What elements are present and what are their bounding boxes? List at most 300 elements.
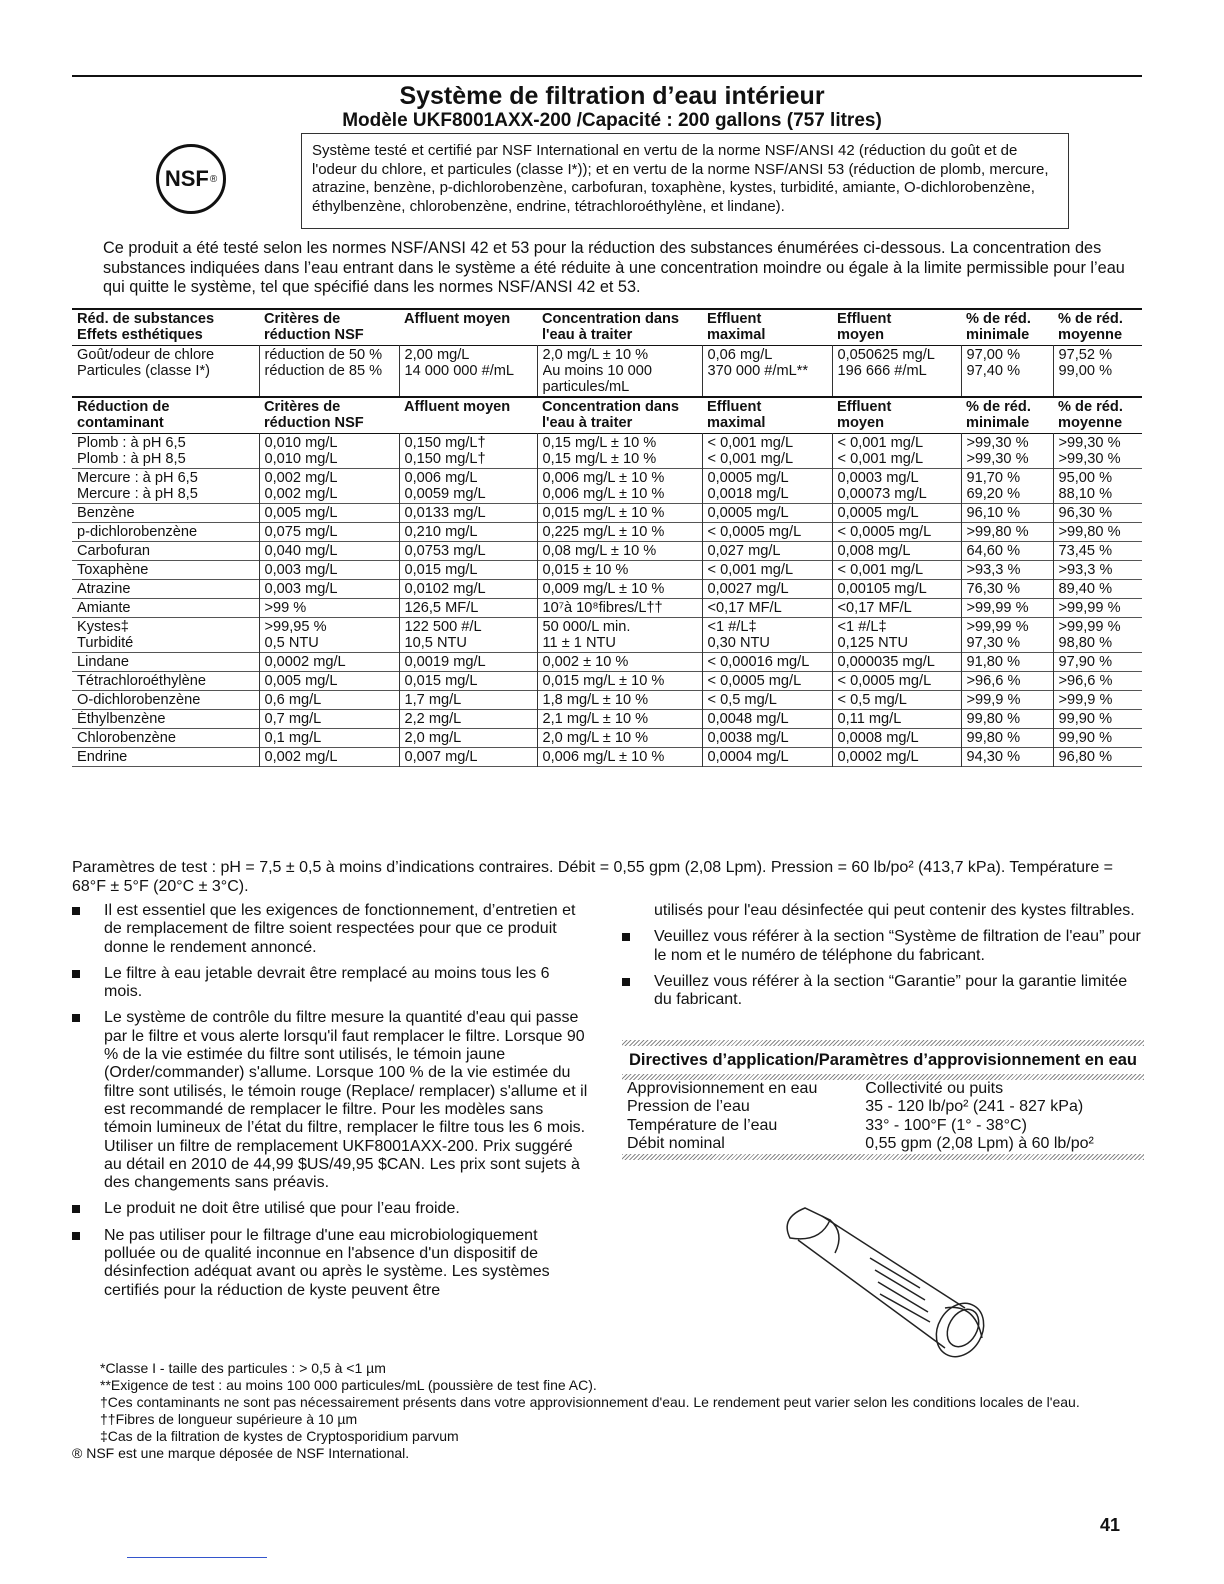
table-cell	[832, 599, 961, 618]
table-cell	[961, 710, 1053, 729]
column-header	[399, 397, 537, 434]
table-cell	[961, 653, 1053, 672]
table-cell	[537, 542, 702, 561]
cell-line: 0,0038 mg/L	[707, 730, 789, 746]
table-cell	[72, 599, 259, 618]
table-cell	[961, 618, 1053, 653]
cell-line: >96,6 %	[1058, 673, 1113, 689]
cell-line: 0,002 ± 10 %	[542, 654, 629, 670]
table-cell	[961, 729, 1053, 748]
table-cell	[702, 434, 832, 469]
bullet-item	[72, 1200, 592, 1218]
table-cell	[1053, 434, 1142, 469]
table-cell	[537, 523, 702, 542]
table-cell	[702, 561, 832, 580]
cell-line: Lindane	[77, 654, 129, 670]
table-cell	[1053, 542, 1142, 561]
table-cell	[961, 748, 1053, 767]
hatch-divider	[622, 1154, 1144, 1160]
cell-line: % de réd.	[1058, 399, 1123, 415]
cell-line: >99,95 %	[264, 619, 327, 635]
cell-line: particules/mL	[542, 379, 630, 395]
cell-line: >99,30 %	[1058, 451, 1121, 467]
cell-line: >99,99 %	[1058, 600, 1121, 616]
cell-line: moyenne	[1058, 415, 1123, 431]
cell-line: Amiante	[77, 600, 131, 616]
cell-line: Effluent	[707, 311, 762, 327]
cell-line: 0,006 mg/L	[404, 470, 478, 486]
cell-line: 0,009 mg/L ± 10 %	[542, 581, 665, 597]
table-cell	[259, 469, 399, 504]
cell-line: Plomb : à pH 8,5	[77, 451, 186, 467]
table-cell	[399, 748, 537, 767]
table-cell	[961, 504, 1053, 523]
table-cell	[961, 599, 1053, 618]
table-cell	[72, 469, 259, 504]
table-header-row	[72, 397, 1142, 434]
directive-value: 0,55 gpm (2,08 Lpm) à 60 lb/po²	[865, 1135, 1094, 1152]
table-cell	[702, 542, 832, 561]
cell-line: 0,008 mg/L	[837, 543, 911, 559]
cell-line: 0,00105 mg/L	[837, 581, 927, 597]
cell-line: 0,027 mg/L	[707, 543, 781, 559]
cell-line: 69,20 %	[966, 486, 1021, 502]
cell-line: < 0,0005 mg/L	[837, 673, 932, 689]
intro-paragraph: Ce produit a été testé selon les normes NSF/ANSI 42 et 53 pour la réduction des substances énumérées ci-dessous. La concentration des substances indiquées dans l’eau entrant dans le système a été réduite à une concentration moindre ou égale à la limite permissible pour l’eau qui quitte le système, tel que spécifié dans les normes NSF/ANSI 42 et 53.	[103, 239, 1125, 296]
cell-line: 0,010 mg/L	[264, 435, 338, 451]
table-cell	[961, 561, 1053, 580]
cell-line: maximal	[707, 415, 766, 431]
cell-line: 91,80 %	[966, 654, 1021, 670]
cell-line: < 0,001 mg/L	[837, 451, 924, 467]
cell-line: >99,30 %	[966, 451, 1029, 467]
cell-line: Critères de	[264, 311, 341, 327]
table-cell	[1053, 561, 1142, 580]
table-row	[72, 523, 1142, 542]
cell-line: 0,007 mg/L	[404, 749, 478, 765]
cell-line: réduction NSF	[264, 327, 364, 343]
table-cell	[702, 729, 832, 748]
table-cell	[259, 672, 399, 691]
table-cell	[702, 469, 832, 504]
cell-line: 96,80 %	[1058, 749, 1113, 765]
table-cell	[537, 748, 702, 767]
cell-line: 0,003 mg/L	[264, 581, 338, 597]
cell-line: >99,9 %	[1058, 692, 1113, 708]
cell-line: 0,150 mg/L†	[404, 451, 486, 467]
cell-line: 0,002 mg/L	[264, 749, 338, 765]
bullet-square-icon	[72, 1205, 80, 1213]
table-row	[72, 618, 1142, 653]
cell-line: 2,00 mg/L	[404, 347, 470, 363]
table-cell	[832, 561, 961, 580]
cell-line: 0,015 mg/L ± 10 %	[542, 673, 665, 689]
column-header	[832, 309, 961, 346]
cell-line: 0,0018 mg/L	[707, 486, 789, 502]
cell-line: 0,003 mg/L	[264, 562, 338, 578]
table-cell	[537, 580, 702, 599]
table-cell	[72, 672, 259, 691]
cell-line: 0,006 mg/L ± 10 %	[542, 749, 665, 765]
cell-line: 0,0059 mg/L	[404, 486, 486, 502]
cell-line: Éthylbenzène	[77, 711, 166, 727]
cell-line: 0,6 mg/L	[264, 692, 322, 708]
cell-line: >99,80 %	[966, 524, 1029, 540]
footnote: †Ces contaminants ne sont pas nécessairement présents dans votre approvisionnement d'eau. Le rendement peut varier selon les conditions locales de l'eau.	[100, 1394, 1080, 1410]
directive-row	[622, 1098, 1144, 1117]
cell-line: 0,5 NTU	[264, 635, 319, 651]
cell-line: 0,125 NTU	[837, 635, 909, 651]
directive-value: 35 - 120 lb/po² (241 - 827 kPa)	[865, 1098, 1084, 1115]
cell-line: 99,80 %	[966, 730, 1021, 746]
table-cell	[259, 653, 399, 672]
cell-line: p-dichlorobenzène	[77, 524, 198, 540]
table-cell	[702, 523, 832, 542]
cell-line: Turbidité	[77, 635, 134, 651]
cell-line: Chlorobenzène	[77, 730, 176, 746]
table-header-row	[72, 309, 1142, 346]
bullet-item	[72, 1227, 592, 1300]
cell-line: Toxaphène	[77, 562, 149, 578]
table-cell	[1053, 599, 1142, 618]
column-header	[961, 397, 1053, 434]
table-cell	[832, 653, 961, 672]
table-cell	[399, 580, 537, 599]
cell-line: 97,90 %	[1058, 654, 1113, 670]
nsf-logo-text: NSF	[164, 166, 209, 191]
table-cell	[832, 729, 961, 748]
table-cell	[537, 729, 702, 748]
footnote: *Classe I - taille des particules : > 0,5 à <1 µm	[100, 1360, 386, 1376]
table-row	[72, 748, 1142, 767]
cell-line: Plomb : à pH 6,5	[77, 435, 186, 451]
cell-line: 88,10 %	[1058, 486, 1113, 502]
cell-line: 0,11 mg/L	[837, 711, 902, 727]
table-cell	[399, 618, 537, 653]
table-cell	[399, 672, 537, 691]
bullet-square-icon	[72, 1232, 80, 1240]
bullet-square-icon	[72, 1014, 80, 1022]
cell-line: Effluent	[837, 311, 892, 327]
cell-line: moyenne	[1058, 327, 1123, 343]
cell-line: 89,40 %	[1058, 581, 1113, 597]
cell-line: 0,15 mg/L ± 10 %	[542, 451, 657, 467]
cell-line: 0,06 mg/L	[707, 347, 773, 363]
bullet-text: Veuillez vous référer à la section “Système de filtration de l'eau” pour le nom et le numéro de téléphone du fabricant.	[654, 928, 1141, 964]
bullet-square-icon	[622, 978, 630, 986]
table-cell	[702, 504, 832, 523]
cell-line: 14 000 000 #/mL	[404, 363, 515, 379]
table-cell	[72, 653, 259, 672]
cell-line: 0,002 mg/L	[264, 470, 338, 486]
cell-line: 0,005 mg/L	[264, 673, 338, 689]
table-cell	[537, 469, 702, 504]
cell-line: 0,040 mg/L	[264, 543, 338, 559]
footnote: **Exigence de test : au moins 100 000 particules/mL (poussière de test fine AC).	[100, 1377, 597, 1393]
bullet-text: Il est essentiel que les exigences de fonctionnement, d’entretien et de remplacement de filtre soient respectées pour que ce produit donne le rendement annoncé.	[104, 902, 576, 956]
table-cell	[537, 504, 702, 523]
table-cell	[961, 523, 1053, 542]
cell-line: Mercure : à pH 6,5	[77, 470, 198, 486]
cell-line: <0,17 MF/L	[707, 600, 782, 616]
bullet-square-icon	[72, 970, 80, 978]
cell-line: 0,150 mg/L†	[404, 435, 486, 451]
bullet-list-left	[72, 902, 592, 1308]
table-cell	[832, 672, 961, 691]
cell-line: maximal	[707, 327, 766, 343]
cell-line: 94,30 %	[966, 749, 1021, 765]
cell-line: 370 000 #/mL**	[707, 363, 809, 379]
cell-line: >99,99 %	[966, 600, 1029, 616]
bottom-link-rule	[127, 1557, 267, 1558]
cell-line: >93,3 %	[966, 562, 1021, 578]
cell-line: Affluent moyen	[404, 399, 511, 415]
registered-mark: ®	[209, 173, 218, 185]
table-cell	[832, 618, 961, 653]
cell-line: Effluent	[707, 399, 762, 415]
cell-line: 1,8 mg/L ± 10 %	[542, 692, 649, 708]
table-cell	[1053, 653, 1142, 672]
test-parameters: Paramètres de test : pH = 7,5 ± 0,5 à moins d’indications contraires. Débit = 0,55 gpm (2,08 Lpm). Pression = 60 lb/po² (413,7 kPa). Température = 68°F ± 5°F (20°C ± 3°C).	[72, 859, 1114, 895]
cell-line: 96,30 %	[1058, 505, 1113, 521]
table-cell	[72, 691, 259, 710]
table-cell	[832, 710, 961, 729]
table-cell	[259, 710, 399, 729]
cell-line: Goût/odeur de chlore	[77, 347, 215, 363]
cell-line: 0,075 mg/L	[264, 524, 338, 540]
table-cell	[72, 561, 259, 580]
cell-line: % de réd.	[966, 311, 1031, 327]
cell-line: Particules (classe I*)	[77, 363, 211, 379]
table-cell	[537, 346, 702, 398]
table-cell	[832, 542, 961, 561]
cell-line: 91,70 %	[966, 470, 1021, 486]
column-header	[259, 309, 399, 346]
column-header	[702, 397, 832, 434]
cell-line: 0,0005 mg/L	[707, 470, 789, 486]
table-cell	[702, 710, 832, 729]
table-cell	[1053, 469, 1142, 504]
cell-line: 0,010 mg/L	[264, 451, 338, 467]
cell-line: % de réd.	[966, 399, 1031, 415]
directive-row	[622, 1117, 1144, 1136]
table-cell	[259, 580, 399, 599]
table-cell	[832, 691, 961, 710]
table-cell	[1053, 346, 1142, 398]
table-cell	[702, 599, 832, 618]
cell-line: 0,0133 mg/L	[404, 505, 486, 521]
cell-line: < 0,0005 mg/L	[837, 524, 932, 540]
bullet-list-right	[622, 902, 1144, 1017]
table-cell	[72, 504, 259, 523]
cell-line: 0,002 mg/L	[264, 486, 338, 502]
cell-line: >96,6 %	[966, 673, 1021, 689]
column-header	[399, 309, 537, 346]
cell-line: 0,225 mg/L ± 10 %	[542, 524, 665, 540]
column-header	[961, 309, 1053, 346]
cell-line: >99,80 %	[1058, 524, 1121, 540]
cell-line: 1,7 mg/L	[404, 692, 462, 708]
table-cell	[259, 434, 399, 469]
table-cell	[832, 504, 961, 523]
table-cell	[702, 346, 832, 398]
directives-panel	[622, 1040, 1144, 1160]
cell-line: 99,90 %	[1058, 730, 1113, 746]
footnote: ‡Cas de la filtration de kystes de Cryptosporidium parvum	[100, 1428, 459, 1444]
cell-line: 0,0027 mg/L	[707, 581, 789, 597]
cell-line: < 0,001 mg/L	[837, 562, 924, 578]
table-cell	[537, 599, 702, 618]
table-row	[72, 691, 1142, 710]
table-cell	[1053, 691, 1142, 710]
cell-line: <0,17 MF/L	[837, 600, 912, 616]
table-cell	[72, 523, 259, 542]
table-cell	[259, 691, 399, 710]
cell-line: 0,0004 mg/L	[707, 749, 789, 765]
cell-line: Kystes‡	[77, 619, 129, 635]
footnotes	[72, 1360, 1142, 1462]
table-cell	[537, 710, 702, 729]
cell-line: Au moins 10 000	[542, 363, 653, 379]
bullet-square-icon	[622, 933, 630, 941]
bullet-continuation: utilisés pour l'eau désinfectée qui peut contenir des kystes filtrables.	[654, 902, 1135, 919]
cell-line: >93,3 %	[1058, 562, 1113, 578]
bullet-item	[72, 965, 592, 1002]
table-cell	[72, 542, 259, 561]
cell-line: Affluent moyen	[404, 311, 511, 327]
cell-line: 10,5 NTU	[404, 635, 467, 651]
cell-line: Atrazine	[77, 581, 131, 597]
table-cell	[399, 469, 537, 504]
table-cell	[537, 561, 702, 580]
table-row	[72, 672, 1142, 691]
cell-line: 0,30 NTU	[707, 635, 770, 651]
table-cell	[72, 618, 259, 653]
cell-line: < 0,001 mg/L	[837, 435, 924, 451]
column-header	[537, 397, 702, 434]
table-cell	[1053, 748, 1142, 767]
cell-line: 0,015 mg/L	[404, 562, 478, 578]
bullet-item	[72, 902, 592, 957]
table-cell	[961, 672, 1053, 691]
directive-value: 33° - 100°F (1° - 38°C)	[865, 1116, 1027, 1134]
table-cell	[1053, 618, 1142, 653]
table-cell	[399, 346, 537, 398]
table-cell	[702, 580, 832, 599]
cell-line: < 0,0005 mg/L	[707, 673, 802, 689]
cell-line: 0,1 mg/L	[264, 730, 322, 746]
table-cell	[961, 580, 1053, 599]
cell-line: Tétrachloroéthylène	[77, 673, 206, 689]
table-cell	[399, 523, 537, 542]
page-title: Système de filtration d’eau intérieur	[399, 82, 825, 110]
cell-line: 97,52 %	[1058, 347, 1113, 363]
table-cell	[702, 672, 832, 691]
column-header	[72, 397, 259, 434]
cell-line: 0,050625 mg/L	[837, 347, 935, 363]
table-cell	[259, 504, 399, 523]
table-row	[72, 504, 1142, 523]
table-row	[72, 710, 1142, 729]
cell-line: 0,006 mg/L ± 10 %	[542, 470, 665, 486]
cell-line: < 0,001 mg/L	[707, 435, 794, 451]
cell-line: moyen	[837, 327, 885, 343]
table-cell	[1053, 729, 1142, 748]
cell-line: 0,0003 mg/L	[837, 470, 919, 486]
cell-line: réduction NSF	[264, 415, 364, 431]
cell-line: 0,006 mg/L ± 10 %	[542, 486, 665, 502]
cell-line: 76,30 %	[966, 581, 1021, 597]
cell-line: 0,7 mg/L	[264, 711, 322, 727]
cell-line: l'eau à traiter	[542, 327, 633, 343]
table-cell	[259, 542, 399, 561]
cell-line: 95,00 %	[1058, 470, 1113, 486]
table-cell	[702, 618, 832, 653]
performance-table	[72, 308, 1142, 767]
column-header	[1053, 397, 1142, 434]
bullet-text: Le filtre à eau jetable devrait être remplacé au moins tous les 6 mois.	[104, 964, 550, 1001]
table-cell	[399, 710, 537, 729]
cell-line: 0,0002 mg/L	[264, 654, 346, 670]
directive-label: Approvisionnement en eau	[627, 1079, 818, 1097]
footnote: ® NSF est une marque déposée de NSF International.	[72, 1445, 410, 1461]
cell-line: >99,30 %	[966, 435, 1029, 451]
table-cell	[399, 561, 537, 580]
cell-line: Endrine	[77, 749, 128, 765]
bullet-text: Veuillez vous référer à la section “Garantie” pour la garantie limitée du fabricant.	[654, 972, 1128, 1009]
table-cell	[259, 599, 399, 618]
table-cell	[259, 729, 399, 748]
directive-row	[622, 1080, 1144, 1099]
table-cell	[1053, 504, 1142, 523]
column-header	[537, 309, 702, 346]
bullet-text: Ne pas utiliser pour le filtrage d'une eau microbiologiquement polluée ou de qualité inconnue en l'absence d'un dispositif de désinfection adéquat avant ou après le système. Les systèmes certifiés pour la réduction de kyste peuvent être	[104, 1226, 550, 1299]
bullet-item	[622, 973, 1144, 1010]
table-cell	[259, 618, 399, 653]
cell-line: >99,9 %	[966, 692, 1021, 708]
table-cell	[832, 346, 961, 398]
cell-line: 10⁷à 10⁸fibres/L††	[542, 600, 663, 616]
table-cell	[72, 346, 259, 398]
cell-line: 0,15 mg/L ± 10 %	[542, 435, 657, 451]
cell-line: % de réd.	[1058, 311, 1123, 327]
page-number: 41	[1100, 1515, 1121, 1535]
table-cell	[259, 748, 399, 767]
cell-line: >99,99 %	[1058, 619, 1121, 635]
cell-line: minimale	[966, 415, 1030, 431]
cell-line: 96,10 %	[966, 505, 1021, 521]
directive-row	[622, 1135, 1144, 1154]
cell-line: l'eau à traiter	[542, 415, 633, 431]
table-cell	[72, 710, 259, 729]
table-cell	[961, 542, 1053, 561]
directives-table	[622, 1080, 1144, 1154]
table-cell	[1053, 710, 1142, 729]
cell-line: 0,210 mg/L	[404, 524, 478, 540]
cell-line: < 0,0005 mg/L	[707, 524, 802, 540]
column-header	[259, 397, 399, 434]
table-cell	[1053, 523, 1142, 542]
cell-line: 99,90 %	[1058, 711, 1113, 727]
cell-line: réduction de 50 %	[264, 347, 383, 363]
table-cell	[399, 434, 537, 469]
bullet-item	[622, 928, 1144, 965]
cell-line: Effluent	[837, 399, 892, 415]
cell-line: 2,0 mg/L	[404, 730, 462, 746]
table-cell	[702, 653, 832, 672]
cell-line: Concentration dans	[542, 399, 680, 415]
table-row	[72, 434, 1142, 469]
